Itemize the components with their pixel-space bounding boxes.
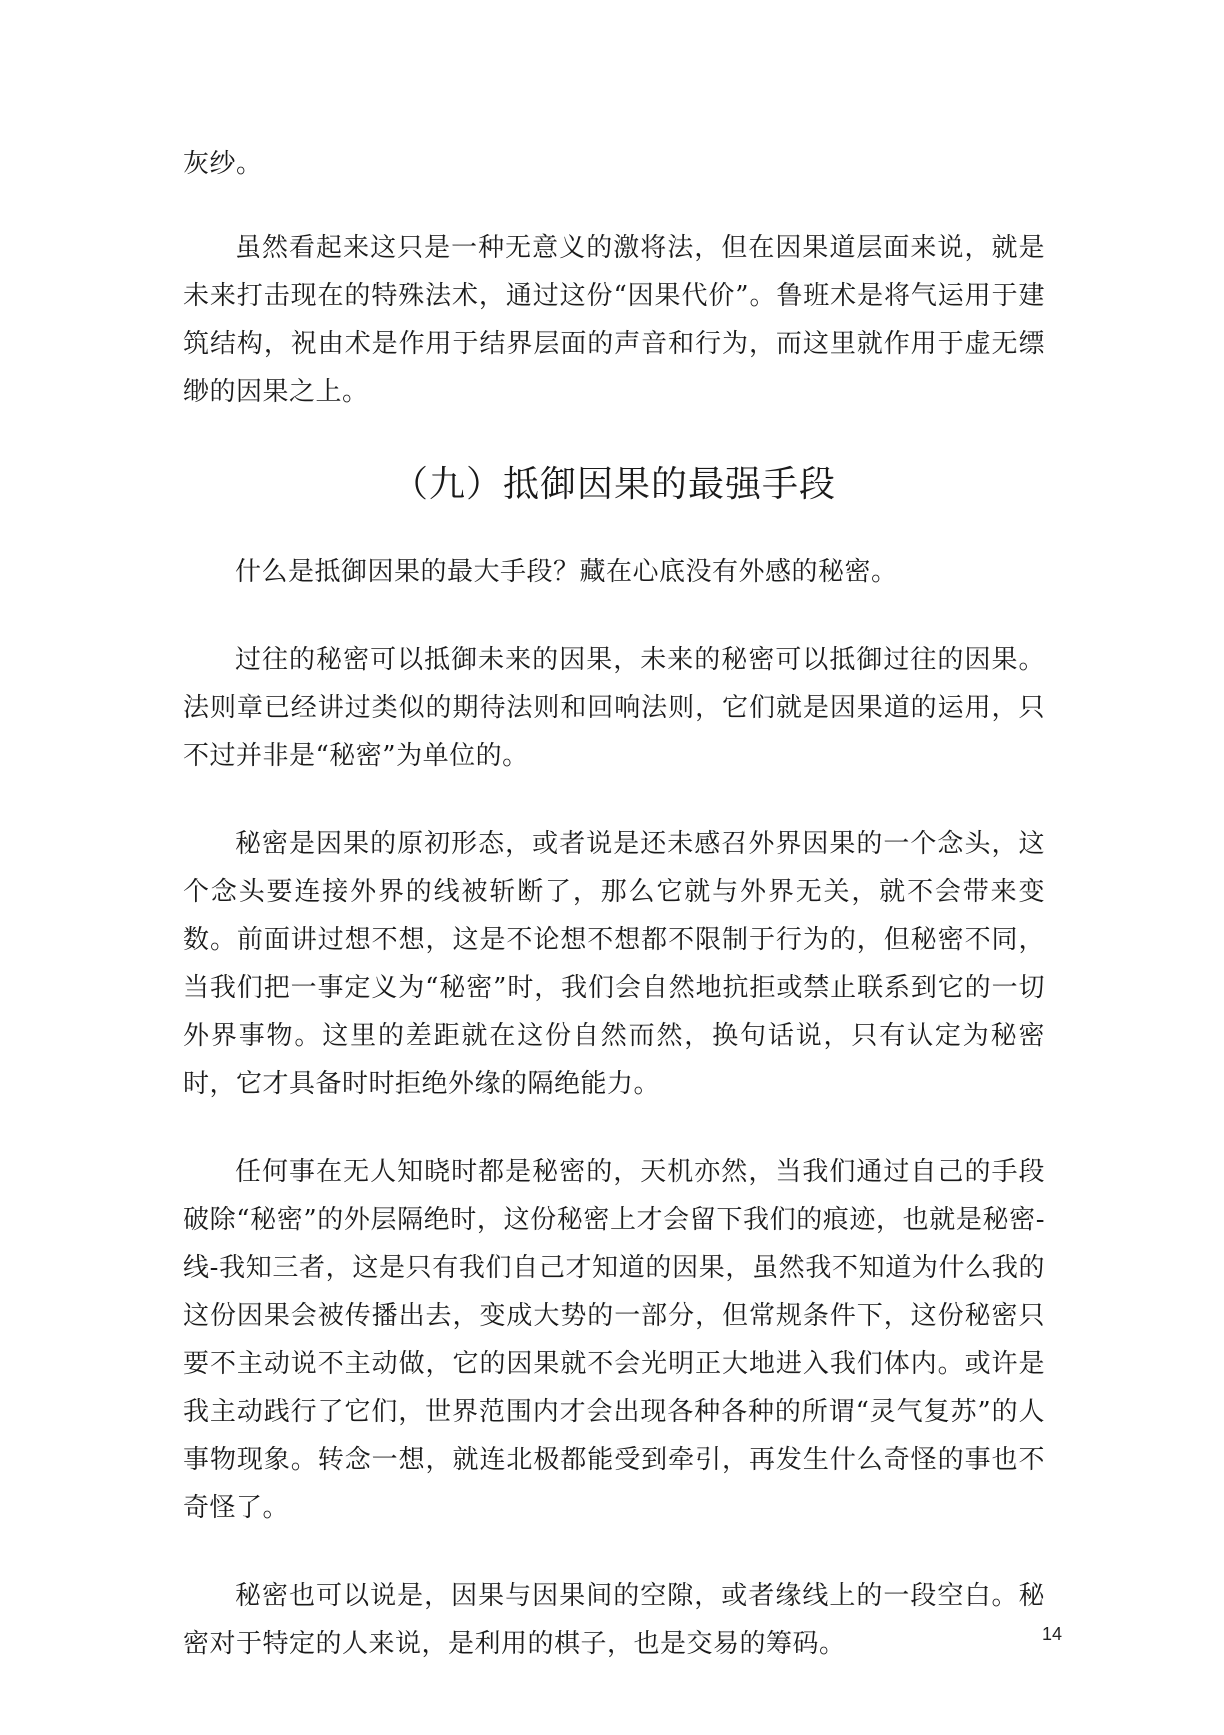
page-content bbox=[183, 140, 1045, 1708]
paragraph-secret-gap: 秘密也可以说是，因果与因果间的空隙，或者缘线上的一段空白。秘密对于特定的人来说，是利用的棋子，也是交易的筹码。 bbox=[183, 1581, 1045, 1659]
page-number: 14 bbox=[1041, 1624, 1062, 1644]
paragraph-past-future-secrets: 过往的秘密可以抵御未来的因果，未来的秘密可以抵御过往的因果。法则章已经讲过类似的期待法则和回响法则，它们就是因果道的运用，只不过并非是“秘密”为单位的。 bbox=[183, 645, 1045, 771]
paragraph-continuation: 灰纱。 bbox=[183, 149, 263, 179]
section-heading: （九）抵御因果的最强手段 bbox=[391, 464, 836, 505]
paragraph-question: 什么是抵御因果的最大手段？藏在心底没有外感的秘密。 bbox=[235, 557, 898, 587]
paragraph-secret-origin: 秘密是因果的原初形态，或者说是还未感召外界因果的一个念头，这个念头要连接外界的线被斩断了，那么它就与外界无关，就不会带来变数。前面讲过想不想，这是不论想不想都不限制于行为的，但秘密不同，当我们把一事定义为“秘密”时，我们会自然地抗拒或禁止联系到它的一切外界事物。这里的差距就在这份自然而然，换句话说，只有认定为秘密时，它才具备时时拒绝外缘的隔绝能力。 bbox=[183, 829, 1045, 1099]
paragraph-karma-technique: 虽然看起来这只是一种无意义的激将法，但在因果道层面来说，就是未来打击现在的特殊法术，通过这份“因果代价”。鲁班术是将气运用于建筑结构，祝由术是作用于结界层面的声音和行为，而这里就作用于虚无缥缈的因果之上。 bbox=[183, 233, 1045, 407]
paragraph-unknown-things: 任何事在无人知晓时都是秘密的，天机亦然，当我们通过自己的手段破除“秘密”的外层隔绝时，这份秘密上才会留下我们的痕迹，也就是秘密-线-我知三者，这是只有我们自己才知道的因果，虽然我不知道为什么我的这份因果会被传播出去，变成大势的一部分，但常规条件下，这份秘密只要不主动说不主动做，它的因果就不会光明正大地进入我们体内。或许是我主动践行了它们，世界范围内才会出现各种各种的所谓“灵气复苏”的人事物现象。转念一想，就连北极都能受到牵引，再发生什么奇怪的事也不奇怪了。 bbox=[183, 1157, 1045, 1523]
